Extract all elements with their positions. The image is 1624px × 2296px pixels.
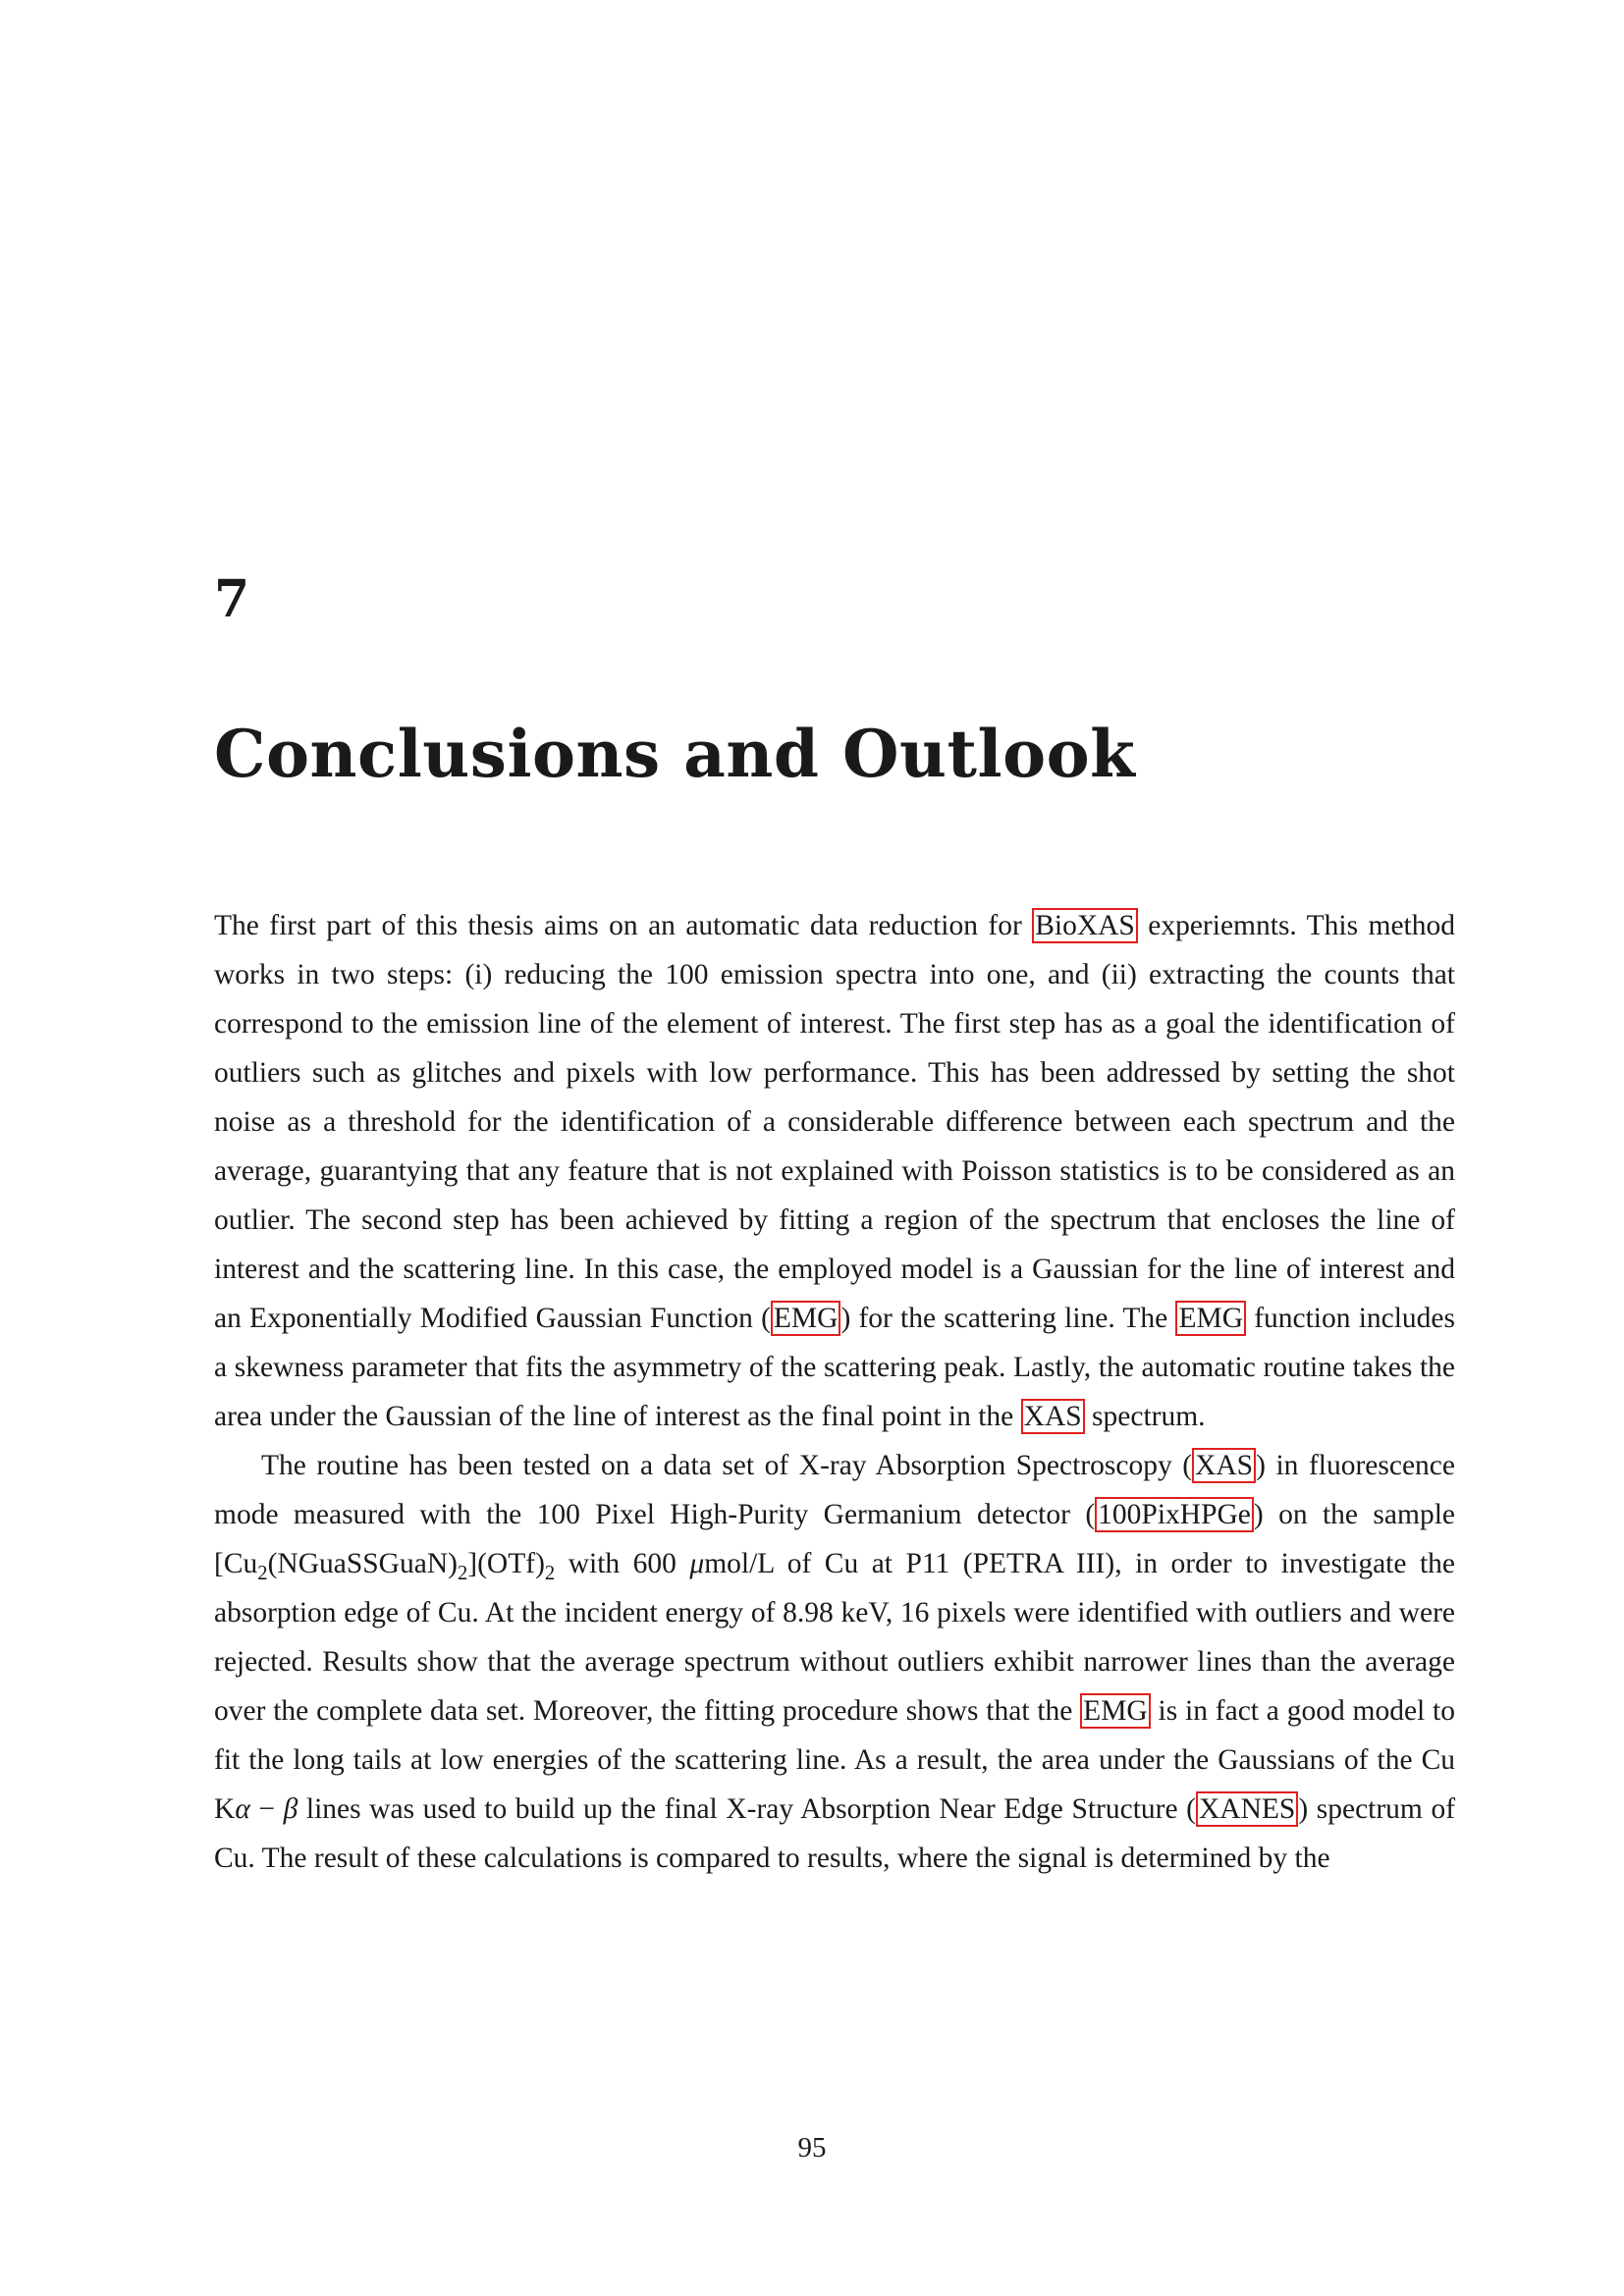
chapter-number: 7 — [214, 569, 250, 629]
acronym-link-emg[interactable]: EMG — [1080, 1693, 1151, 1729]
acronym-link-bioxas[interactable]: BioXAS — [1032, 908, 1138, 943]
acronym-link-100pixhpge[interactable]: 100PixHPGe — [1095, 1497, 1254, 1532]
math-symbol: μ — [689, 1548, 705, 1579]
acronym-link-xas[interactable]: XAS — [1021, 1399, 1085, 1434]
paragraph-2 — [214, 1441, 1455, 1883]
acronym-link-xas[interactable]: XAS — [1192, 1448, 1256, 1483]
acronym-link-xanes[interactable]: XANES — [1196, 1791, 1298, 1827]
chapter-title: Conclusions and Outlook — [214, 716, 1136, 792]
subscript: 2 — [457, 1562, 468, 1584]
text-run: The first part of this thesis aims on an automatic data reduction for — [214, 910, 1033, 941]
text-run: The routine has been tested on a data set of X-ray Absorption Spectroscopy ( — [261, 1450, 1193, 1481]
paragraph-1 — [214, 901, 1455, 1441]
text-run: lines was used to build up the final X-ray Absorption Near Edge Structure ( — [298, 1793, 1196, 1825]
chapter-body — [214, 901, 1455, 1883]
text-run: experiemnts. This method works in two steps: (i) reducing the 100 emission spectra into one, and (ii) extracting the counts that correspond to the emission line of the element of interest. The first step has as a goal the identification of outliers such as glitches and pixels with low performance. This has been addressed by setting the shot noise as a threshold for the identification of a considerable difference between each spectrum and the average, guarantying that any feature that is not explained with Poisson statistics is to be considered as an outlier. The second step has been achieved by fitting a region of the spectrum that encloses the line of interest and the scattering line. In this case, the employed model is a Gaussian for the line of interest and an Exponentially Modified Gaussian Function ( — [214, 910, 1455, 1334]
text-run: ) for the scattering line. The — [840, 1303, 1176, 1334]
text-run: mol/L of Cu at P11 (PETRA III), in order to investigate the absorption edge of Cu. At the incident energy of 8.98 keV, 16 pixels were identified with outliers and were rejected. Results show that the average spectrum without outliers exhibit narrower lines than the average over the complete data set. Moreover, the fitting procedure shows that the — [214, 1548, 1455, 1727]
subscript: 2 — [544, 1562, 556, 1584]
text-run: function includes a skewness parameter that fits the asymmetry of the scattering peak. Lastly, the automatic routine takes the area under the Gaussian of the line of interest as the final point in the — [214, 1303, 1455, 1432]
text-run: ) in fluorescence mode measured with the 100 Pixel High-Purity Germanium detector ( — [214, 1450, 1455, 1530]
page-number: 95 — [797, 2132, 827, 2163]
text-run: ](OTf) — [467, 1548, 545, 1579]
text-run: ) on the sample [Cu — [214, 1499, 1455, 1579]
text-run: (NGuaSSGuaN) — [267, 1548, 458, 1579]
acronym-link-emg[interactable]: EMG — [771, 1301, 841, 1336]
math-symbol: α — [235, 1793, 250, 1825]
text-run: ) spectrum of Cu. The result of these calculations is compared to results, where the signal is determined by the — [214, 1793, 1456, 1874]
text-run: with 600 — [555, 1548, 690, 1579]
subscript: 2 — [257, 1562, 268, 1584]
text-run: spectrum. — [1084, 1401, 1206, 1432]
acronym-link-emg[interactable]: EMG — [1175, 1301, 1246, 1336]
text-run: is in fact a good model to fit the long tails at low energies of the scattering line. As a result, the area under the Gaussians of the Cu K — [214, 1695, 1455, 1825]
math-symbol: β — [283, 1793, 298, 1825]
text-run: − — [249, 1793, 284, 1825]
